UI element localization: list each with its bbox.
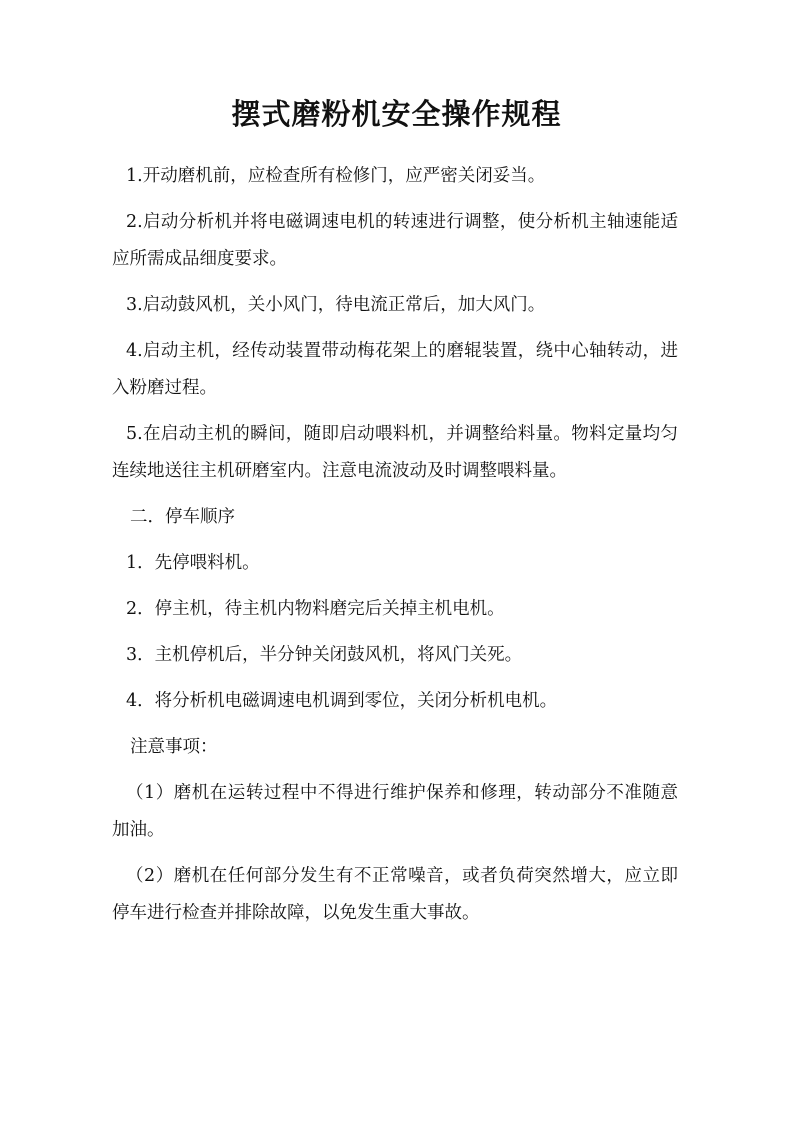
- paragraph-shutdown-step-2: 2．停主机，待主机内物料磨完后关掉主机电机。: [126, 599, 505, 619]
- paragraph-shutdown-step-3: 3．主机停机后，半分钟关闭鼓风机，将风门关死。: [126, 645, 523, 665]
- document-title: 摆式磨粉机安全操作规程: [231, 97, 562, 131]
- paragraph-startup-step-3: 3.启动鼓风机，关小风门，待电流正常后，加大风门。: [126, 295, 546, 315]
- paragraph-shutdown-step-1: 1．先停喂料机。: [126, 553, 260, 573]
- paragraph-note-1: （1）磨机在运转过程中不得进行维护保养和修理，转动部分不准随意加油。: [112, 783, 678, 840]
- document-body: [112, 158, 678, 941]
- paragraph-startup-step-4: 4.启动主机，经传动装置带动梅花架上的磨辊装置，绕中心轴转动，进入粉磨过程。: [112, 341, 678, 398]
- section-heading-shutdown: 二．停车顺序: [130, 507, 235, 527]
- paragraph-startup-step-5: 5.在启动主机的瞬间，随即启动喂料机，并调整给料量。物料定量均匀连续地送往主机研磨室内。注意电流波动及时调整喂料量。: [112, 424, 678, 481]
- paragraph-startup-step-2: 2.启动分析机并将电磁调速电机的转速进行调整，使分析机主轴速能适应所需成品细度要求。: [112, 212, 678, 269]
- section-heading-notes: 注意事项：: [130, 737, 218, 757]
- paragraph-note-2: （2）磨机在任何部分发生有不正常噪音，或者负荷突然增大，应立即停车进行检查并排除故障，以免发生重大事故。: [112, 866, 678, 923]
- paragraph-startup-step-1: 1.开动磨机前，应检查所有检修门，应严密关闭妥当。: [126, 166, 546, 186]
- paragraph-shutdown-step-4: 4．将分析机电磁调速电机调到零位，关闭分析机电机。: [126, 691, 558, 711]
